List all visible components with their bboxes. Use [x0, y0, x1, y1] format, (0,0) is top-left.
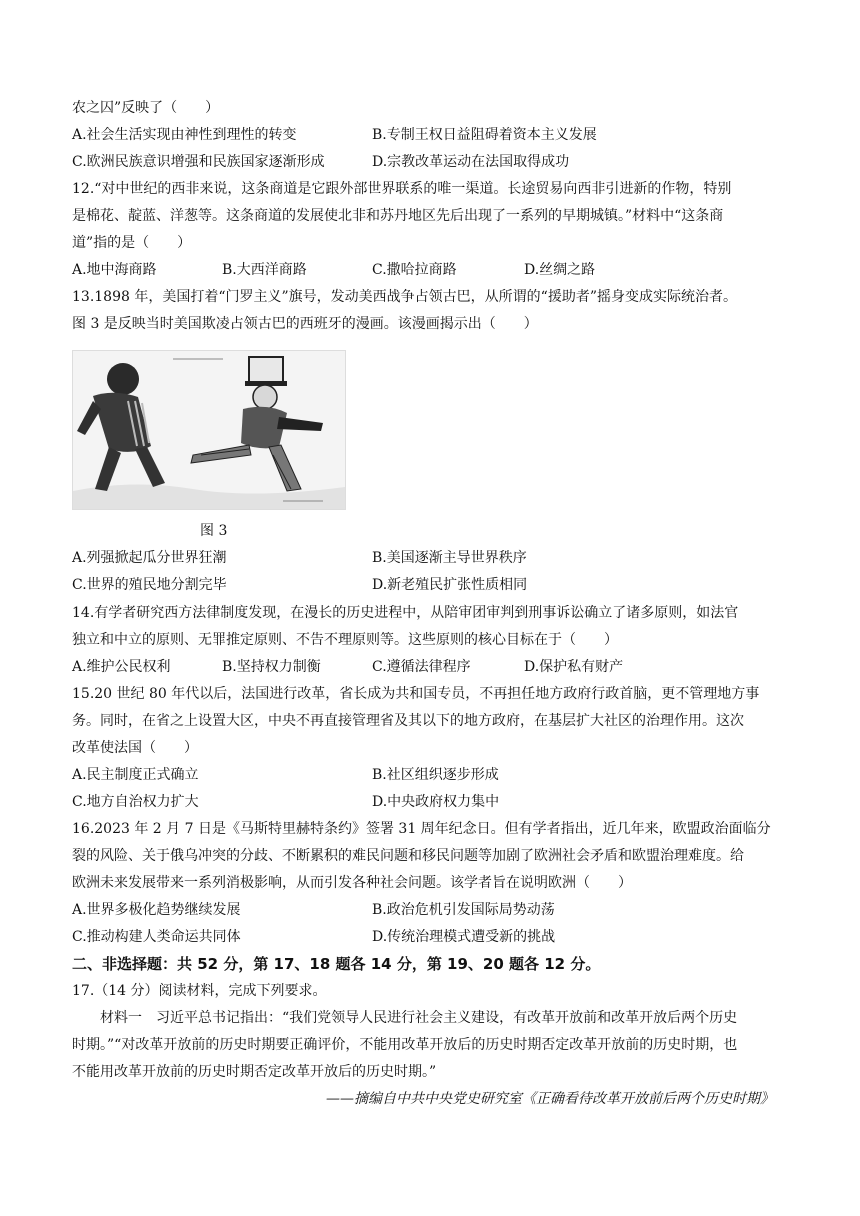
q15-stem-line: 改革使法国（ ）	[72, 740, 198, 756]
q16-option-b[interactable]: B.政治危机引发国际局势动荡	[372, 902, 555, 918]
q16-stem-line: 欧洲未来发展带来一系列消极影响，从而引发各种社会问题。该学者旨在说明欧洲（ ）	[72, 875, 632, 891]
q17-heading: 17.（14 分）阅读材料，完成下列要求。	[72, 983, 327, 999]
q12-option-d[interactable]: D.丝绸之路	[524, 262, 596, 278]
q13-option-d[interactable]: D.新老殖民扩张性质相同	[372, 577, 528, 593]
q12-option-c[interactable]: C.撒哈拉商路	[372, 262, 457, 278]
q15-stem-line: 务。同时，在省之上设置大区，中央不再直接管理省及其以下的地方政府，在基层扩大社区的治理作用。这次	[72, 713, 744, 729]
q14-option-c[interactable]: C.遵循法律程序	[372, 659, 471, 675]
q11-option-b[interactable]: B.专制王权日益阻碍着资本主义发展	[372, 127, 597, 143]
q17-material-line: 材料一 习近平总书记指出：“我们党领导人民进行社会主义建设，有改革开放前和改革开放后两个历史	[100, 1010, 738, 1026]
figure-caption: 图 3	[200, 523, 228, 539]
q16-option-c[interactable]: C.推动构建人类命运共同体	[72, 929, 241, 945]
q11-tail: 农之囚”反映了（ ）	[72, 100, 220, 116]
section-heading: 二、非选择题：共 52 分，第 17、18 题各 14 分，第 19、20 题各 12 分。	[72, 955, 601, 973]
q11-option-d[interactable]: D.宗教改革运动在法国取得成功	[372, 154, 570, 170]
q12-option-a[interactable]: A.地中海商路	[72, 262, 157, 278]
q14-stem-line: 14.有学者研究西方法律制度发现，在漫长的历史进程中，从陪审团审判到刑事诉讼确立了诸多原则，如法官	[72, 605, 739, 621]
q16-option-d[interactable]: D.传统治理模式遭受新的挑战	[372, 929, 556, 945]
q16-option-a[interactable]: A.世界多极化趋势继续发展	[72, 902, 241, 918]
q17-material-line: 时期。”“对改革开放前的历史时期要正确评价，不能用改革开放后的历史时期否定改革开放前的历史时期，也	[72, 1037, 738, 1053]
q13-stem-line: 图 3 是反映当时美国欺凌占领古巴的西班牙的漫画。该漫画揭示出（ ）	[72, 316, 538, 332]
q17-material-line: 不能用改革开放前的历史时期否定改革开放后的历史时期。”	[72, 1064, 437, 1080]
q14-option-d[interactable]: D.保护私有财产	[524, 659, 624, 675]
q15-option-b[interactable]: B.社区组织逐步形成	[372, 767, 499, 783]
q13-option-c[interactable]: C.世界的殖民地分割完毕	[72, 577, 227, 593]
q16-stem-line: 裂的风险、关于俄乌冲突的分歧、不断累积的难民问题和移民问题等加剧了欧洲社会矛盾和欧盟治理难度。给	[72, 848, 744, 864]
q12-stem-line: 12.“对中世纪的西非来说，这条商道是它跟外部世界联系的唯一渠道。长途贸易向西非引进新的作物，特别	[72, 181, 732, 197]
q15-option-a[interactable]: A.民主制度正式确立	[72, 767, 199, 783]
q11-option-c[interactable]: C.欧洲民族意识增强和民族国家逐渐形成	[72, 154, 325, 170]
q12-stem-line: 是棉花、靛蓝、洋葱等。这条商道的发展使北非和苏丹地区先后出现了一系列的早期城镇。”材料中“这条商	[72, 208, 724, 224]
q14-option-a[interactable]: A.维护公民权利	[72, 659, 171, 675]
q13-option-a[interactable]: A.列强掀起瓜分世界狂潮	[72, 550, 227, 566]
cartoon-illustration-icon	[73, 351, 345, 509]
q13-stem-line: 13.1898 年，美国打着“门罗主义”旗号，发动美西战争占领古巴，从所谓的“援助者”摇身变成实际统治者。	[72, 289, 737, 305]
q12-stem-line: 道”指的是（ ）	[72, 235, 192, 251]
cartoon-figure-3	[72, 350, 346, 510]
q12-option-b[interactable]: B.大西洋商路	[222, 262, 307, 278]
q14-stem-line: 独立和中立的原则、无罪推定原则、不告不理原则等。这些原则的核心目标在于（ ）	[72, 632, 618, 648]
q11-option-a[interactable]: A.社会生活实现由神性到理性的转变	[72, 127, 297, 143]
q15-stem-line: 15.20 世纪 80 年代以后，法国进行改革，省长成为共和国专员，不再担任地方政府行政首脑，更不管理地方事	[72, 686, 760, 702]
q14-option-b[interactable]: B.坚持权力制衡	[222, 659, 321, 675]
q16-stem-line: 16.2023 年 2 月 7 日是《马斯特里赫特条约》签署 31 周年纪念日。但有学者指出，近几年来，欧盟政治面临分	[72, 821, 771, 837]
q15-option-d[interactable]: D.中央政府权力集中	[372, 794, 500, 810]
q15-option-c[interactable]: C.地方自治权力扩大	[72, 794, 199, 810]
q13-option-b[interactable]: B.美国逐渐主导世界秩序	[372, 550, 527, 566]
q17-source: ——摘编自中共中央党史研究室《正确看待改革开放前后两个历史时期》	[326, 1091, 774, 1107]
